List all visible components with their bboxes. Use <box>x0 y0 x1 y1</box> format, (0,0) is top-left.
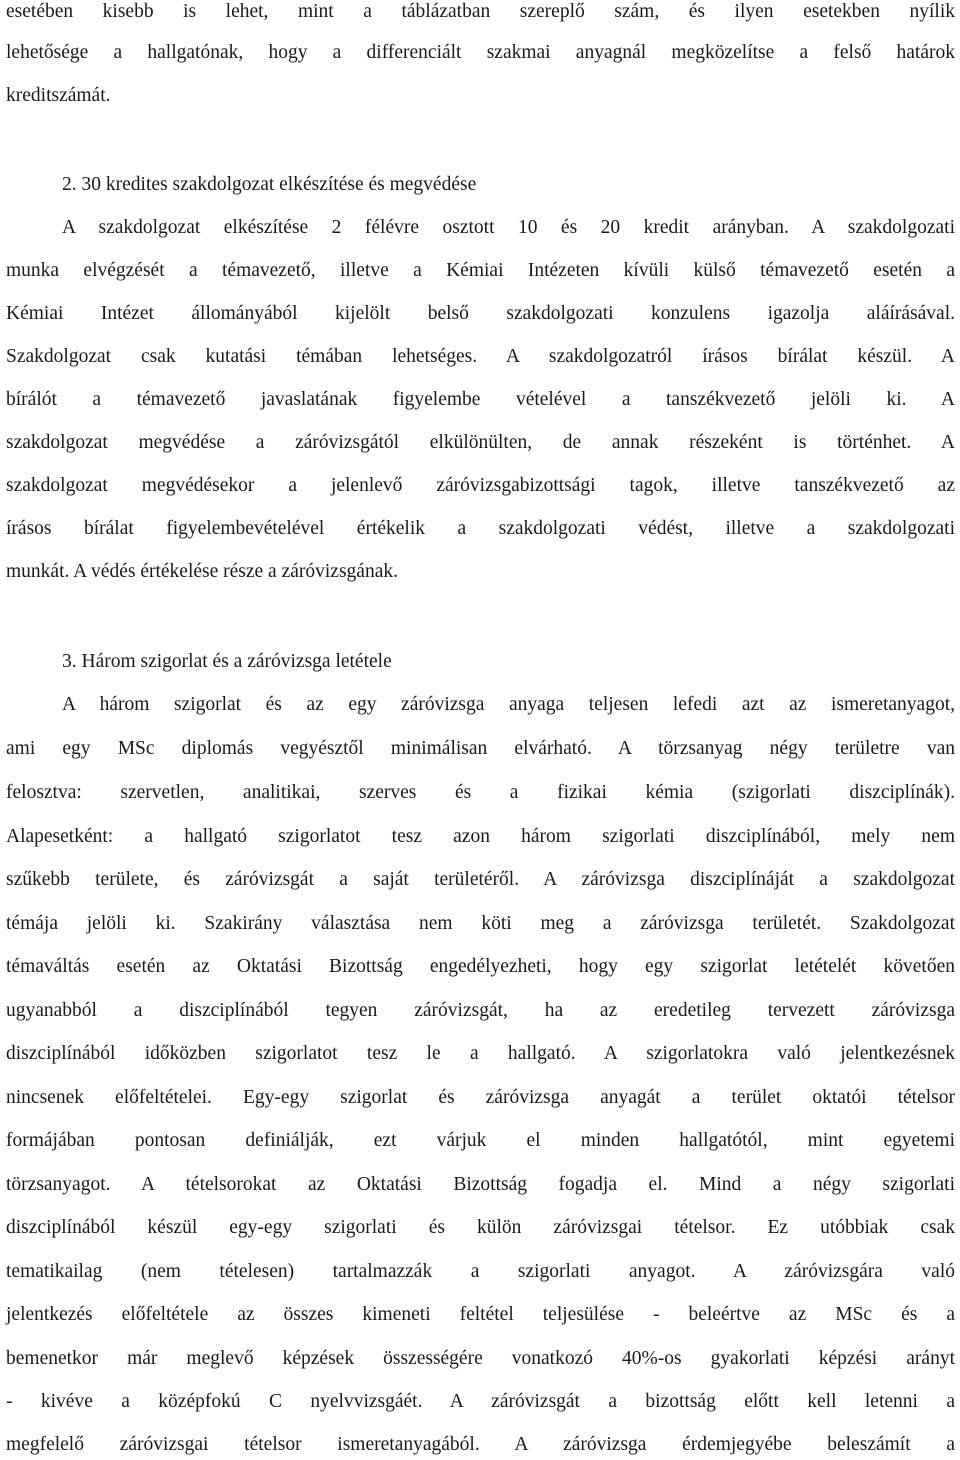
text-line: Alapesetként: a hallgató szigorlatot tesz azon három szigorlati diszciplínából, mely nem <box>6 826 955 847</box>
text-line: jelentkezés előfeltétele az összes kimeneti feltétel teljesülése - beleértve az MSc és a <box>6 1304 955 1325</box>
text-line: szűkebb területe, és záróvizsgát a saját területéről. A záróvizsga diszciplínáját a szakdolgozat <box>6 869 955 890</box>
text-line: írásos bírálat figyelembevételével értékelik a szakdolgozati védést, illetve a szakdolgozati <box>6 518 955 539</box>
text-line: esetében kisebb is lehet, mint a táblázatban szereplő szám, és ilyen esetekben nyílik <box>6 1 955 22</box>
text-line: felosztva: szervetlen, analitikai, szerves és a fizikai kémia (szigorlati diszciplínák). <box>6 782 955 803</box>
text-line: Kémiai Intézet állományából kijelölt belső szakdolgozati konzulens igazolja aláírásával. <box>6 303 955 324</box>
text-line: témaváltás esetén az Oktatási Bizottság engedélyezheti, hogy egy szigorlat letételét követően <box>6 956 955 977</box>
text-line: szakdolgozat megvédése a záróvizsgától elkülönülten, de annak részeként is történhet. A <box>6 432 955 453</box>
text-line: témája jelöli ki. Szakirány választása nem köti meg a záróvizsga területét. Szakdolgozat <box>6 913 955 934</box>
text-line: A szakdolgozat elkészítése 2 félévre osztott 10 és 20 kredit arányban. A szakdolgozati <box>62 217 955 238</box>
section-3-title: Három szigorlat és a záróvizsga letétele <box>81 651 392 672</box>
text-line: szakdolgozat megvédésekor a jelenlevő záróvizsgabizottsági tagok, illetve tanszékvezető az <box>6 475 955 496</box>
section-3-heading <box>62 648 392 676</box>
text-line: tematikailag (nem tételesen) tartalmazzák a szigorlati anyagot. A záróvizsgára való <box>6 1261 955 1282</box>
text-line: Szakdolgozat csak kutatási témában lehetséges. A szakdolgozatról írásos bírálat készül. A <box>6 346 955 367</box>
text-line: formájában pontosan definiálják, ezt várjuk el minden hallgatótól, mint egyetemi <box>6 1130 955 1151</box>
text-line: kreditszámát. <box>6 85 111 106</box>
text-line: törzsanyagot. A tételsorokat az Oktatási Bizottság fogadja el. Mind a négy szigorlati <box>6 1174 955 1195</box>
text-line: nincsenek előfeltételei. Egy-egy szigorlat és záróvizsga anyagát a terület oktatói tételsor <box>6 1087 955 1108</box>
section-2-heading: 2. 30 kredites szakdolgozat elkészítése és megvédése <box>62 174 477 195</box>
text-line: bírálót a témavezető javaslatának figyelembe vételével a tanszékvezető jelöli ki. A <box>6 389 955 410</box>
text-line: ami egy MSc diplomás vegyésztől minimálisan elvárható. A törzsanyag négy területre van <box>6 738 955 759</box>
text-line: ugyanabból a diszciplínából tegyen záróvizsgát, ha az eredetileg tervezett záróvizsga <box>6 1000 955 1021</box>
text-line: diszciplínából készül egy-egy szigorlati és külön záróvizsgai tételsor. Ez utóbbiak csak <box>6 1217 955 1238</box>
text-line: - kivéve a középfokú C nyelvvizsgáét. A záróvizsgát a bizottság előtt kell letenni a <box>6 1391 955 1412</box>
text-line: A három szigorlat és az egy záróvizsga anyaga teljesen lefedi azt az ismeretanyagot, <box>62 694 955 715</box>
text-line: bemenetkor már meglevő képzések összességére vonatkozó 40%-os gyakorlati képzési arányt <box>6 1348 955 1369</box>
text-line: munkát. A védés értékelése része a záróvizsgának. <box>6 561 398 582</box>
text-line: diszciplínából időközben szigorlatot tesz le a hallgató. A szigorlatokra való jelentkezésnek <box>6 1043 955 1064</box>
text-line: munka elvégzését a témavezető, illetve a Kémiai Intézeten kívüli külső témavezető esetén a <box>6 260 955 281</box>
section-3-number: 3. <box>62 651 77 672</box>
text-line: megfelelő záróvizsgai tételsor ismeretanyagából. A záróvizsga érdemjegyébe beleszámít a <box>6 1434 955 1455</box>
text-line: lehetősége a hallgatónak, hogy a differenciált szakmai anyagnál megközelítse a felső határok <box>6 42 955 63</box>
